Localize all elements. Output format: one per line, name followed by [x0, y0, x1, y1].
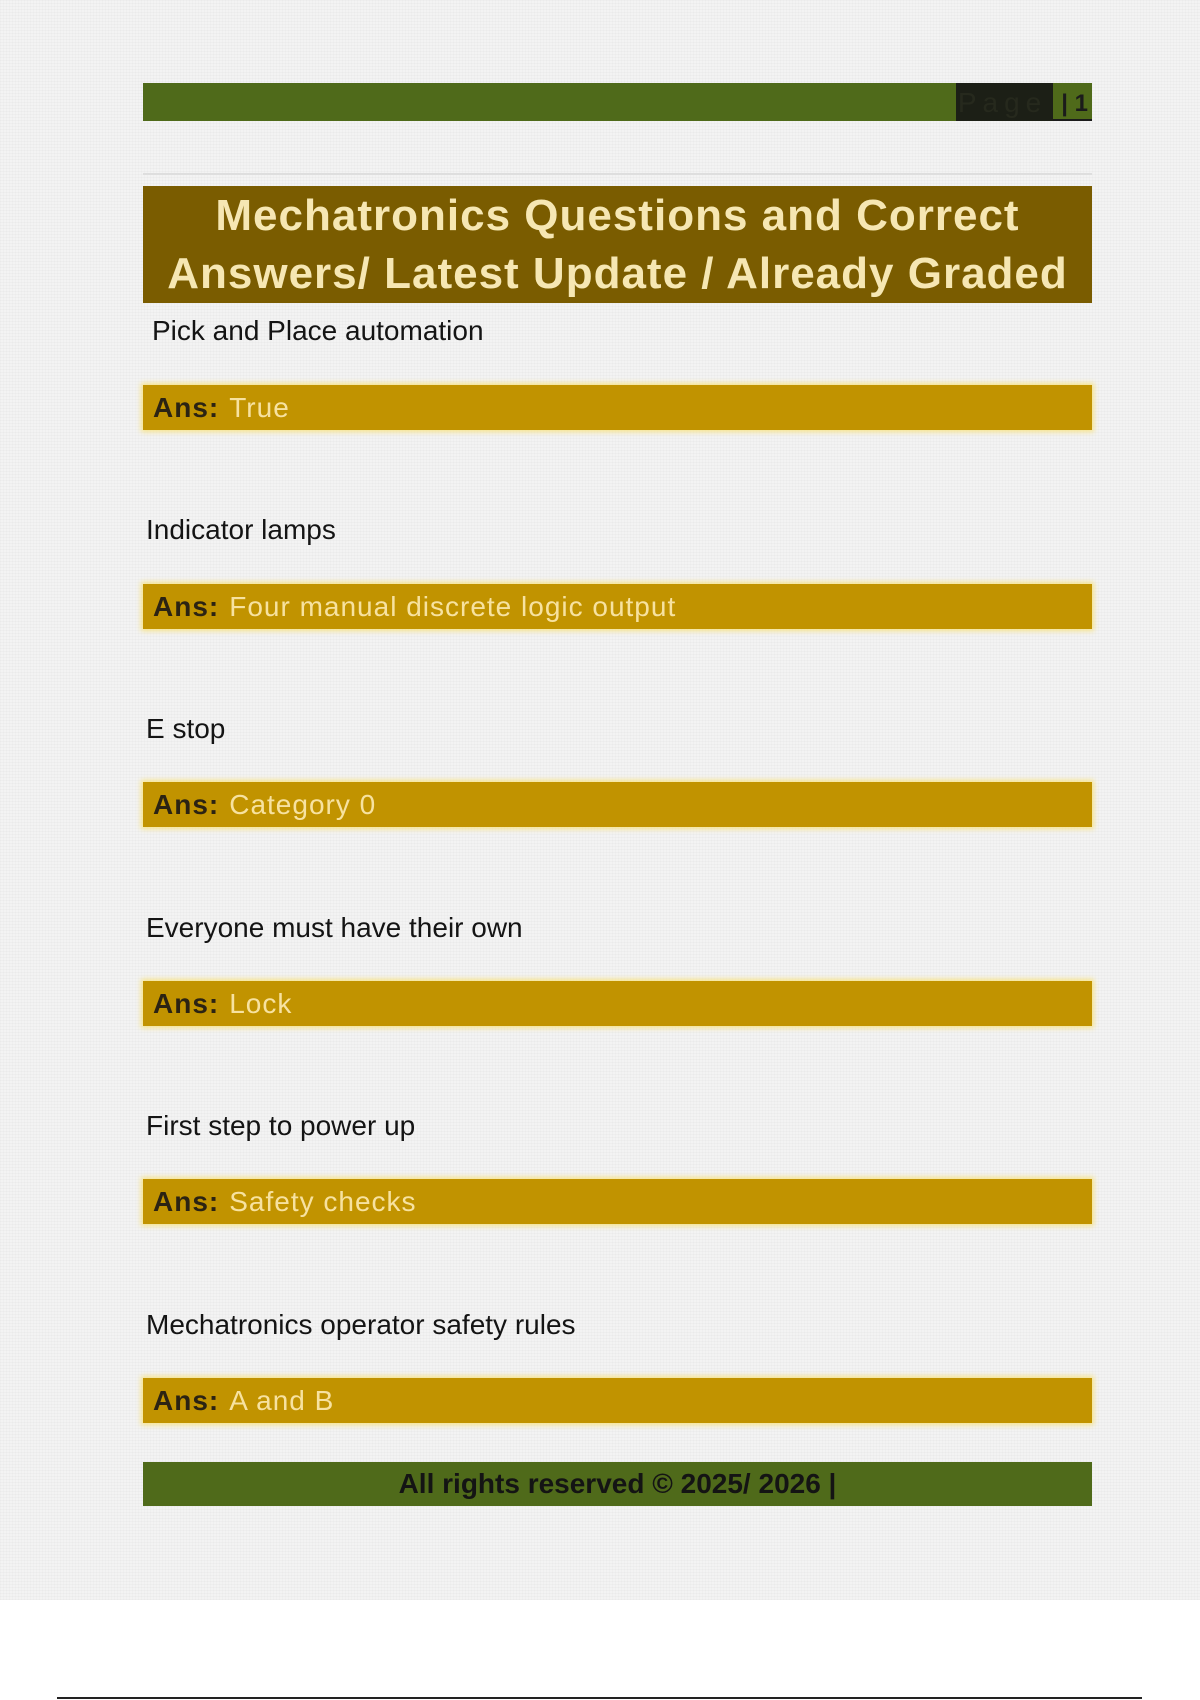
page-number: | 1: [1053, 83, 1092, 121]
answer-prefix: Ans:: [153, 590, 220, 622]
answer-value: True: [229, 391, 290, 423]
answer-3: [143, 782, 1092, 827]
document-title: [167, 187, 1068, 303]
answer-value: Category 0: [229, 788, 377, 820]
answer-value: A and B: [229, 1384, 335, 1416]
page-label: Page: [956, 83, 1053, 121]
answer-6: [143, 1378, 1092, 1423]
page-number-box: [956, 83, 1092, 121]
page-header-bar: [143, 83, 1092, 121]
title-line-2: Answers/ Latest Update / Already Graded: [167, 248, 1068, 298]
answer-value: Four manual discrete logic output: [229, 590, 677, 622]
answer-prefix: Ans:: [153, 788, 220, 820]
answer-4: [143, 981, 1092, 1026]
answer-prefix: Ans:: [153, 1384, 220, 1416]
answer-prefix: Ans:: [153, 1185, 220, 1217]
question-6: Mechatronics operator safety rules: [146, 1309, 576, 1340]
page-footer-bar: [143, 1462, 1092, 1506]
answer-5: [143, 1179, 1092, 1224]
question-1: Pick and Place automation: [152, 315, 484, 346]
bottom-divider: [57, 1697, 1142, 1699]
copyright-text: All rights reserved © 2025/ 2026 |: [398, 1468, 837, 1499]
answer-value: Safety checks: [229, 1185, 417, 1217]
question-2: Indicator lamps: [146, 514, 336, 545]
answer-prefix: Ans:: [153, 391, 220, 423]
answer-value: Lock: [229, 987, 293, 1019]
answer-1: [143, 385, 1092, 430]
answer-2: [143, 584, 1092, 629]
question-4: Everyone must have their own: [146, 912, 523, 943]
answer-prefix: Ans:: [153, 987, 220, 1019]
header-divider: [143, 173, 1092, 175]
document-title-box: [143, 186, 1092, 303]
question-3: E stop: [146, 713, 226, 744]
title-line-1: Mechatronics Questions and Correct: [215, 190, 1020, 240]
question-5: First step to power up: [146, 1110, 416, 1141]
